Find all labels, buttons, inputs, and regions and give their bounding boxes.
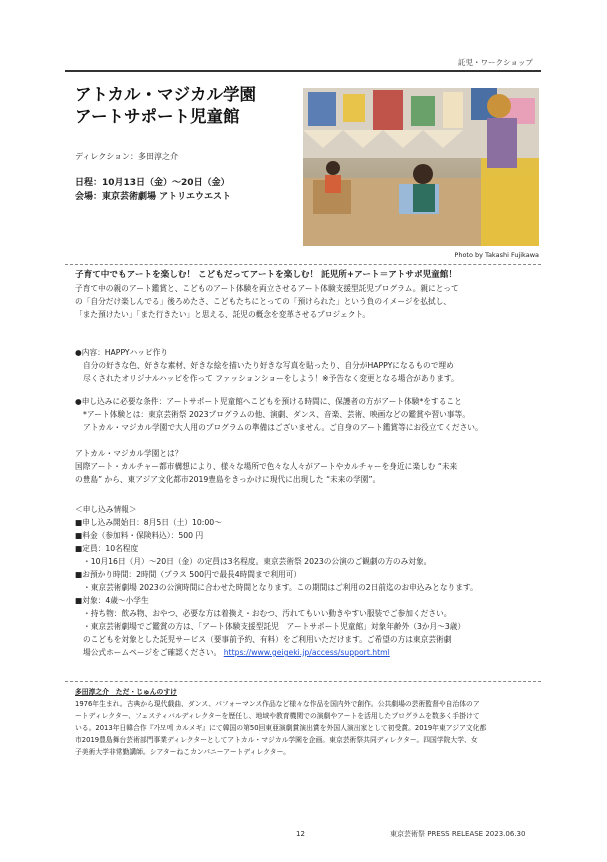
page-number: 12	[296, 830, 305, 838]
schedule-block	[75, 176, 231, 204]
support-link[interactable]: https://www.geigeki.jp/access/support.html	[223, 648, 390, 657]
category-tag: 託児・ワークショップ	[458, 58, 533, 67]
direction-credit: ディレクション：多田淳之介	[75, 152, 179, 161]
condition-heading: ●申し込みに必要な条件：アートサポート児童館へこどもを預ける時間に、保護者の方がアート体験*をすること	[75, 397, 462, 406]
header-rule	[65, 70, 541, 72]
intro-section	[75, 269, 545, 321]
event-date: 日程：10月13日（金）〜20日（金）	[75, 178, 230, 188]
bio-section	[75, 686, 545, 758]
capacity-note: ・10月16日（月）〜20日（金）の定員は3名程度。東京芸術祭 2023の公演のご観劇の方のみ対象。	[83, 557, 432, 566]
target-note-last	[75, 646, 545, 659]
bio-line: ートディレクター、フェスティバルディレクターを歴任し、地域や教育機関での演劇やアートを活用したプログラムを数多く手掛けて	[75, 712, 480, 720]
about-line: 国際アート・カルチャー都市構想により、様々な場所で色々な人々がアートやカルチャーを身近に楽しむ “未来	[75, 462, 458, 471]
application-target: ■ 対象：4歳〜小学生	[75, 594, 545, 607]
condition-line: アトカル・マジカル学園で大人用のプログラムの準備はございません。ご自身のアート鑑賞等にお役立てください。	[83, 423, 483, 432]
content-line: 自分の好きな色、好きな素材、好きな絵を描いたり好きな写真を貼ったり、自分がHAPPYになるもので埋め	[83, 361, 454, 370]
intro-headline: 子育て中でもアートを楽しむ！ こどもだってアートを楽しむ！ 託児所+アート＝アトサポ児童館！	[75, 270, 457, 280]
about-section	[75, 447, 545, 486]
content-line: 尽くされたオリジナルハッピを作って ファッションショーをしよう！※予告なく変更となる場合があります。	[83, 374, 459, 383]
application-start: ■ 申し込み開始日：8月5日（土）10:00〜	[75, 516, 545, 529]
title-line-1: アトカル・マジカル学園	[75, 85, 257, 104]
target-note-text: 場公式ホームページをご確認ください。	[83, 648, 222, 657]
intro-line: 子育て中の親のアート鑑賞と、こどものアート体験を両立させるアート体験支援型託児プログラム。親にとって	[75, 284, 459, 293]
bio-line: 市2019豊島舞台芸術部門事業ディレクターとしてアトカル・マジカル学園を企画。東京芸術祭共同ディレクター。四国学院大学、女	[75, 736, 478, 744]
target-note: ・東京芸術劇場でご鑑賞の方は、「アート体験支援型託児 アートサポート児童館」対象年齢外（3か月〜3歳）	[83, 622, 466, 631]
title-line-2: アートサポート児童館	[75, 107, 240, 126]
about-heading: アトカル・マジカル学園とは？	[75, 449, 183, 458]
application-heading: ＜申し込み情報＞	[75, 505, 137, 514]
target-note: のこどもを対象とした託児サービス（要事前予約、有料）をご利用いただけます。ご希望の方は東京芸術劇	[83, 635, 452, 644]
bio-line: 1976年生まれ。古典から現代戯曲、ダンス、パフォーマンス作品など様々な作品を国内外で創作。公共劇場の芸術監督や自治体のア	[75, 700, 480, 708]
intro-line: の「自分だけ楽しんでる」後ろめたさ、こどもたちにとっての「預けられた」という負のイメージを払拭し、	[75, 297, 451, 306]
event-photo	[303, 88, 539, 246]
condition-section	[75, 395, 545, 434]
press-release-label: 東京芸術祭 PRESS RELEASE 2023.06.30	[390, 830, 526, 838]
event-venue: 会場：東京芸術劇場 アトリエウエスト	[75, 192, 231, 202]
page-title	[75, 84, 295, 128]
bio-line: 子美術大学非常勤講師。シアターねこカンパニーアートディレクター。	[75, 748, 290, 756]
photo-illustration	[303, 88, 539, 246]
bio-name: 多田淳之介 ただ・じゅんのすけ	[75, 688, 177, 696]
bio-divider	[65, 681, 541, 682]
content-section	[75, 346, 545, 385]
condition-line: *アート体験とは：東京芸術祭 2023プログラムの他、演劇、ダンス、音楽、芸術、映画などの鑑賞や習い事等。	[83, 410, 470, 419]
time-note: ・東京芸術劇場 2023の公演時間に合わせた時間となります。この期間はご利用の2日前迄のお申込みとなります。	[83, 583, 478, 592]
photo-credit: Photo by Takashi Fujikawa	[454, 251, 539, 259]
about-line: の豊島” から、東アジア文化都市2019豊島をきっかけに現代に出現した “未来の学園”。	[75, 475, 381, 484]
application-capacity: ■ 定員：10名程度	[75, 542, 545, 555]
application-section	[75, 503, 545, 659]
bio-line: いる。2013年日韓合作『가모메 カルメギ』にて韓国の第50回東亜演劇賞演出賞を外国人演出家として初受賞。2019年東アジア文化都	[75, 724, 487, 732]
application-fee: ■ 料金（参加料・保険料込）：500 円	[75, 529, 545, 542]
content-heading: ●内容：HAPPYハッピ作り	[75, 348, 169, 357]
application-time: ■ お預かり時間：2時間（プラス 500円で最長4時間まで利用可）	[75, 568, 545, 581]
intro-line: 「また預けたい」「また行きたい」と思える、託児の概念を変革させるプロジェクト。	[75, 310, 371, 319]
section-divider	[65, 264, 541, 265]
target-note: ・持ち物：飲み物、おやつ、必要な方は着換え・おむつ、汚れてもいい動きやすい服装でご参加ください。	[83, 609, 452, 618]
